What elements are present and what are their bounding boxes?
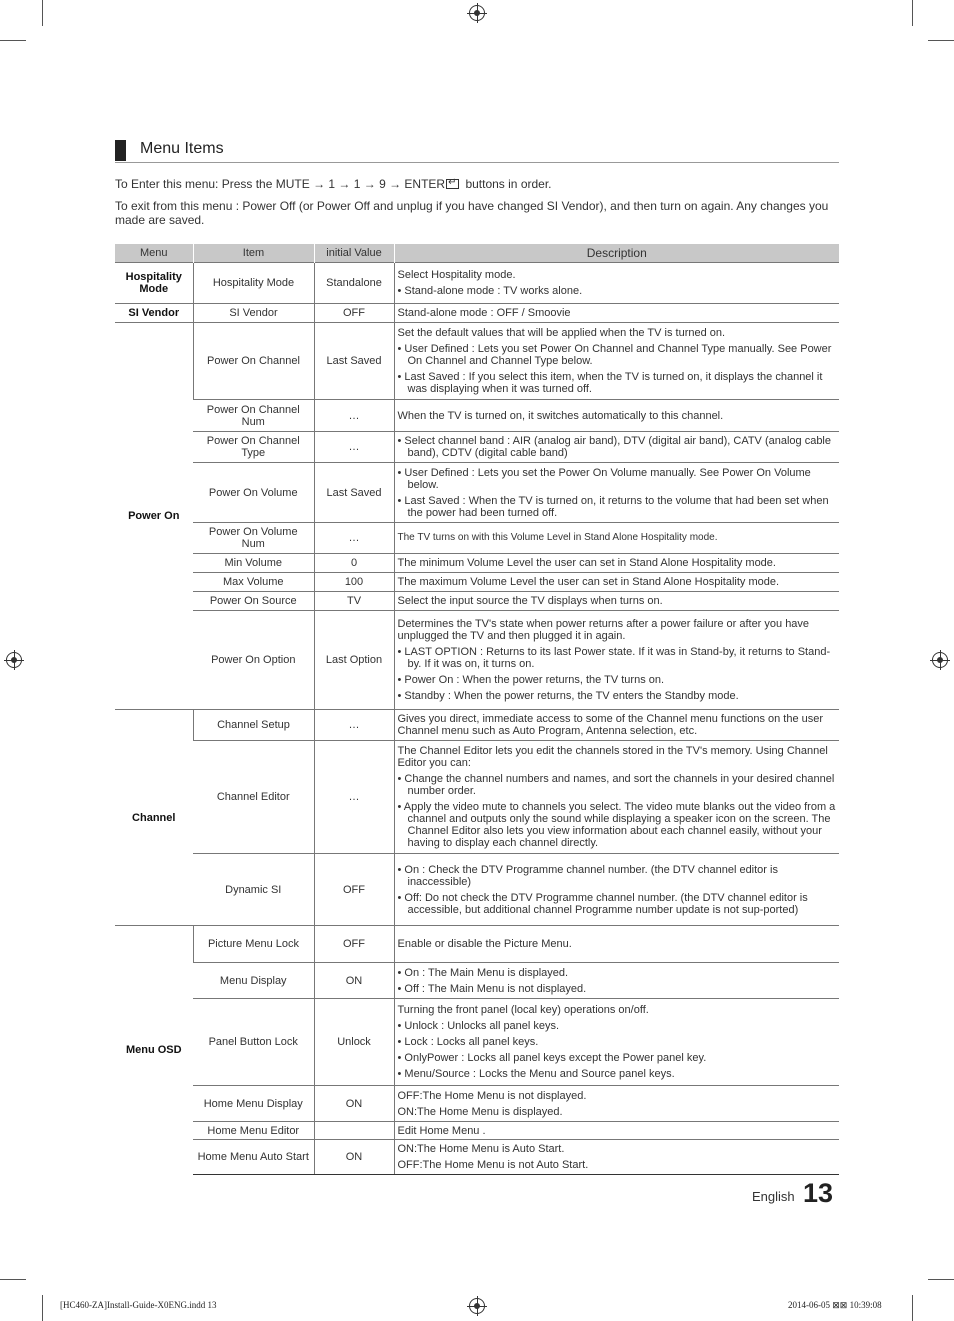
header-item: Item [193,244,314,263]
date-slug: 2014-06-05 ⊠⊠ 10:39:08 [788,1300,882,1310]
description-text: ON:The Home Menu is displayed. [397,1105,563,1118]
table-row [115,400,839,432]
table-header-row [115,244,839,263]
item-cell: Home Menu Editor [193,1122,314,1140]
description-bullet: • Menu/Source : Locks the Menu and Source panel keys. [397,1068,675,1080]
table-row [115,999,839,1086]
value-cell: OFF [314,926,394,963]
description-bullet: • Apply the video mute to channels you select. The video mute blanks out the video from a channel and outputs only the sound while displaying a speaker icon on the screen. The Channel Editor also lets you view information about each channel easily, without your having to display each channel directly. [397,801,836,849]
table-row [115,1086,839,1122]
description-bullet: • LAST OPTION : Returns to its last Power state. If it was in Stand-by, it returns to Stand-by. If it was on, it turns on. [397,646,831,670]
description-bullet: • OnlyPower : Locks all panel keys except the Power panel key. [397,1052,707,1064]
value-cell: … [314,741,394,854]
description-cell [394,323,839,400]
table-row [115,554,839,573]
menu-cell: SI Vendor [115,304,193,323]
description-cell: When the TV is turned on, it switches automatically to this channel. [394,400,839,432]
description-bullet: • Last Saved : When the TV is turned on, it returns to the volume that had been set when the power had been turned off. [397,494,829,519]
header-description: Description [394,244,839,263]
item-cell: Home Menu Display [193,1086,314,1122]
description-bullet: • Last Saved : If you select this item, when the TV is turned on, it displays the channel it was displaying when it was turned off. [397,371,823,395]
value-cell: 100 [314,573,394,592]
description-bullet: • Stand-alone mode : TV works alone. [397,285,583,297]
value-cell: Last Saved [314,463,394,523]
description-cell [394,611,839,710]
section-header [115,140,839,163]
page-number: 13 [803,1178,834,1208]
item-cell: Menu Display [193,963,314,999]
table-row [115,323,839,400]
menu-cell: Menu OSD [115,926,193,1175]
value-cell: Last Saved [314,323,394,400]
table-row [115,854,839,926]
table-row [115,963,839,999]
item-cell: Power On Volume [193,463,314,523]
item-cell: SI Vendor [193,304,314,323]
table-row [115,523,839,554]
enter-instructions-text: To Enter this menu: Press the MUTE → 1 → 1 → 9 → ENTER [115,177,446,191]
value-cell: TV [314,592,394,611]
enter-instructions-suffix: buttons in order. [462,177,552,191]
table-row [115,926,839,963]
crop-mark [912,0,913,26]
value-cell: ON [314,963,394,999]
item-cell: Min Volume [193,554,314,573]
menu-items-table [115,244,839,1175]
item-cell: Dynamic SI [193,854,314,926]
description-bullet: • User Defined : Lets you set Power On Channel and Channel Type manually. See Power On Channel and Channel Type below. [397,343,832,367]
crop-mark [42,1295,43,1321]
section-title: Menu Items [140,140,224,157]
description-text: Select Hospitality mode. [397,269,516,281]
menu-cell: Channel [115,710,193,926]
description-cell: Select the input source the TV displays when turns on. [394,592,839,611]
table-row [115,1122,839,1140]
description-text: OFF:The Home Menu is not Auto Start. [397,1159,589,1171]
header-menu: Menu [115,244,193,263]
description-bullet: • On : Check the DTV Programme channel number. (the DTV channel editor is inaccessible) [397,863,778,888]
header-initial-value: initial Value [314,244,394,263]
description-bullet: • Power On : When the power returns, the TV turns on. [397,674,665,686]
footer-language: English [752,1189,795,1204]
description-text: OFF:The Home Menu is not displayed. [397,1089,587,1102]
table-row [115,710,839,741]
description-bullet: • Change the channel numbers and names, and sort the channels in your desired channel number order. [397,773,835,797]
value-cell: Unlock [314,999,394,1086]
registration-mark-icon [469,5,485,21]
value-cell: 0 [314,554,394,573]
item-cell: Home Menu Auto Start [193,1140,314,1175]
description-cell: Edit Home Menu . [394,1122,839,1140]
table-row [115,263,839,304]
value-cell: … [314,400,394,432]
menu-cell: Hospitality Mode [115,263,193,304]
description-cell [394,432,839,463]
description-text: ON:The Home Menu is Auto Start. [397,1143,565,1155]
section-bar [115,140,126,161]
item-cell: Hospitality Mode [193,263,314,304]
description-text: Determines the TV's state when power returns after a power failure or after you have unplugged the TV and then plugged it in again. [397,618,810,642]
item-cell: Power On Channel Type [193,432,314,463]
table-row [115,611,839,710]
item-cell: Power On Channel [193,323,314,400]
value-cell [314,1122,394,1140]
description-cell: Gives you direct, immediate access to some of the Channel menu functions on the user Channel menu such as Auto Program, Antenna selection, etc. [394,710,839,741]
description-bullet: • Lock : Locks all panel keys. [397,1036,539,1048]
crop-mark [0,40,26,41]
value-cell: … [314,432,394,463]
enter-key-icon [446,179,459,189]
description-bullet: • User Defined : Lets you set the Power On Volume manually. See Power On Volume below. [397,466,811,491]
description-cell: The TV turns on with this Volume Level in Stand Alone Hospitality mode. [394,523,839,554]
enter-instructions [115,177,839,191]
item-cell: Power On Option [193,611,314,710]
value-cell: … [314,523,394,554]
description-bullet: • Off: Do not check the DTV Programme channel number. (the DTV channel editor is accessible, but additional channel Programme number update is not sup-ported) [397,891,808,916]
crop-mark [42,0,43,26]
crop-mark [0,1279,26,1280]
description-cell [394,1086,839,1122]
item-cell: Panel Button Lock [193,999,314,1086]
table-row [115,304,839,323]
exit-instructions: To exit from this menu : Power Off (or Power Off and unplug if you have changed SI Vendor), and then turn on again. Any changes you made are saved. [115,199,829,227]
value-cell: OFF [314,854,394,926]
item-cell: Power On Volume Num [193,523,314,554]
description-cell [394,963,839,999]
table-row [115,573,839,592]
description-cell [394,741,839,854]
description-text: Turning the front panel (local key) operations on/off. [397,1004,649,1016]
value-cell: … [314,710,394,741]
table-row [115,1140,839,1175]
registration-mark-icon [932,652,948,668]
value-cell: Last Option [314,611,394,710]
item-cell: Channel Editor [193,741,314,854]
item-cell: Power On Channel Num [193,400,314,432]
table-row [115,741,839,854]
registration-mark-icon [469,1298,485,1314]
description-bullet: • Standby : When the power returns, the TV enters the Standby mode. [397,690,739,702]
description-bullet: • Unlock : Unlocks all panel keys. [397,1020,560,1032]
item-cell: Channel Setup [193,710,314,741]
value-cell: ON [314,1086,394,1122]
description-cell: Enable or disable the Picture Menu. [394,926,839,963]
file-slug: [HC460-ZA]Install-Guide-X0ENG.indd 13 [60,1300,217,1310]
description-cell: The minimum Volume Level the user can set in Stand Alone Hospitality mode. [394,554,839,573]
description-cell: Stand-alone mode : OFF / Smoovie [394,304,839,323]
description-bullet: • Select channel band : AIR (analog air band), DTV (digital air band), CATV (analog cable band), CDTV (digital cable band) [397,435,831,459]
description-cell [394,1140,839,1175]
item-cell: Power On Source [193,592,314,611]
description-cell [394,463,839,523]
table-row [115,592,839,611]
description-cell [394,999,839,1086]
registration-mark-icon [6,652,22,668]
value-cell: ON [314,1140,394,1175]
value-cell: OFF [314,304,394,323]
description-bullet: • Off : The Main Menu is not displayed. [397,982,587,995]
description-text: Set the default values that will be applied when the TV is turned on. [397,327,726,339]
description-cell: The maximum Volume Level the user can set in Stand Alone Hospitality mode. [394,573,839,592]
description-cell [394,854,839,926]
crop-mark [912,1295,913,1321]
crop-mark [928,1279,954,1280]
value-cell: Standalone [314,263,394,304]
menu-cell: Power On [115,323,193,710]
description-cell [394,263,839,304]
crop-mark [928,40,954,41]
item-cell: Max Volume [193,573,314,592]
item-cell: Picture Menu Lock [193,926,314,963]
description-text: The Channel Editor lets you edit the channels stored in the TV's memory. Using Channel Editor you can: [397,745,828,769]
description-bullet: • On : The Main Menu is displayed. [397,966,569,979]
table-row [115,463,839,523]
table-row [115,432,839,463]
